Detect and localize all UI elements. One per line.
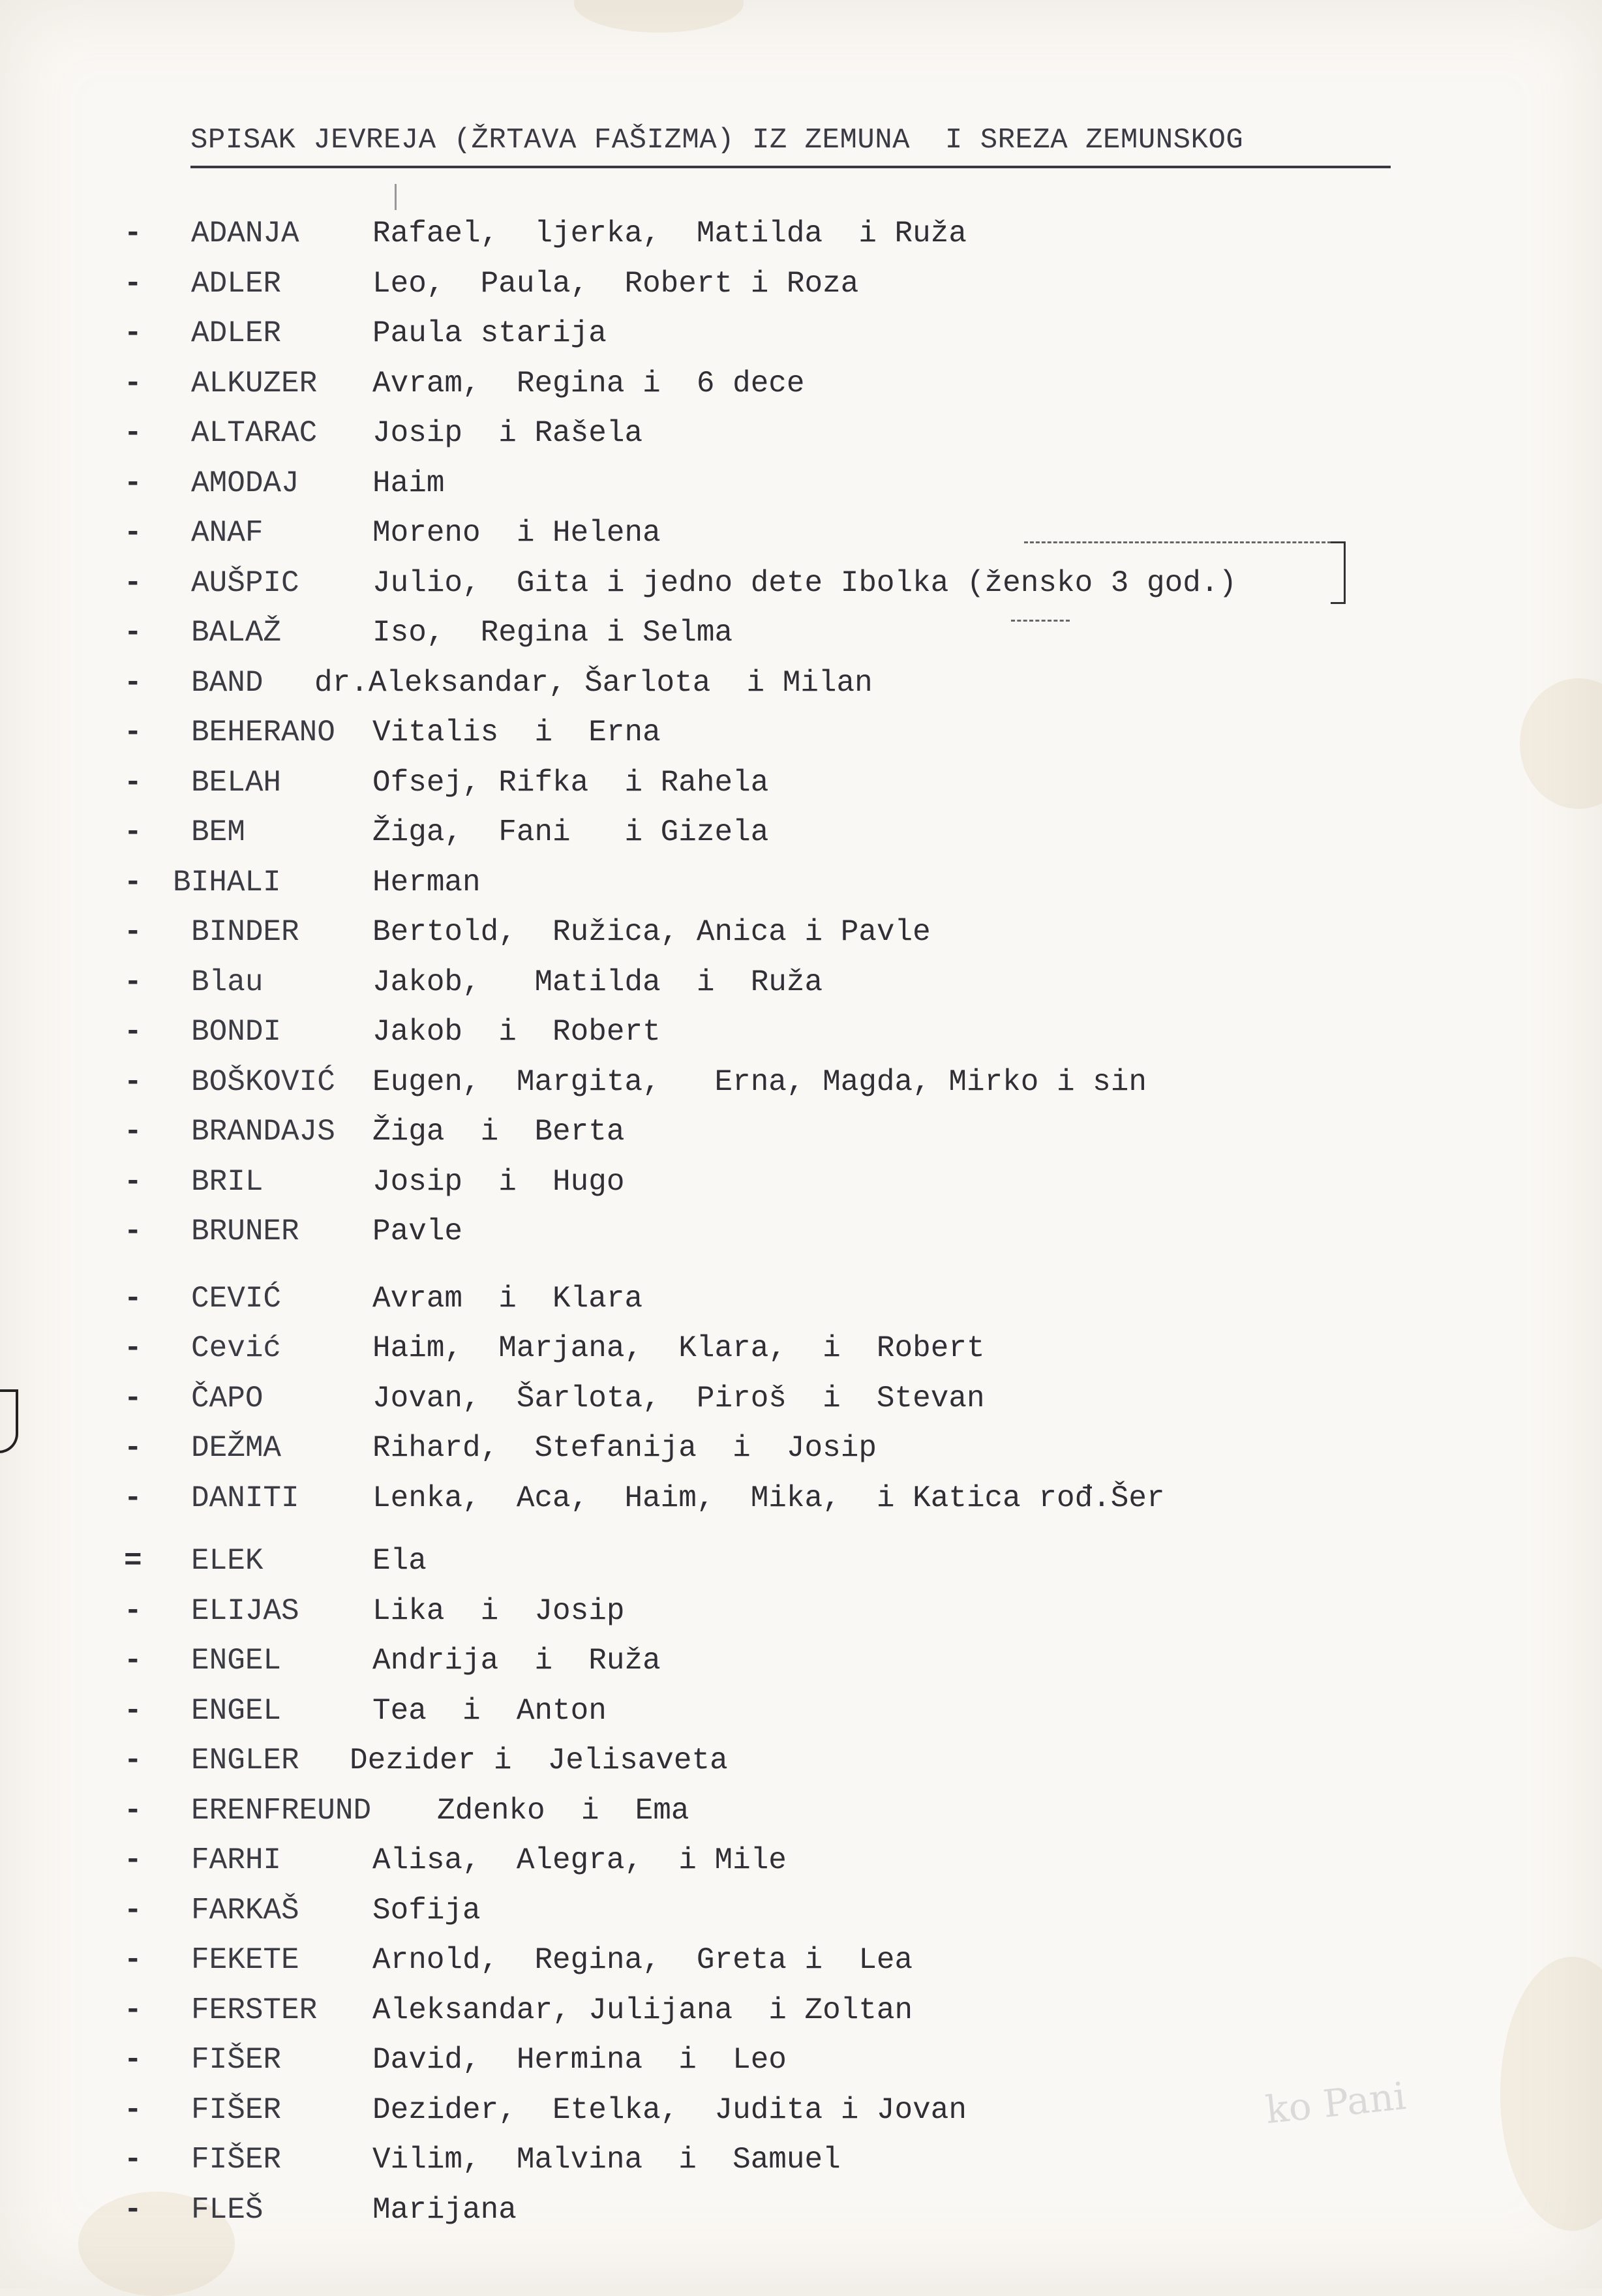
list-item xyxy=(124,2135,1428,2185)
given-names: Andrija i Ruža xyxy=(372,1644,661,1678)
list-item xyxy=(124,259,1428,309)
list-item xyxy=(124,1374,1428,1424)
given-names: Lika i Josip xyxy=(372,1594,625,1628)
given-names: Zdenko i Ema xyxy=(437,1793,689,1828)
list-item xyxy=(124,708,1428,758)
surname: FIŠER xyxy=(191,2143,282,2177)
list-item xyxy=(124,2085,1428,2136)
given-names: Alisa, Alegra, i Mile xyxy=(372,1843,787,1877)
list-item xyxy=(124,1473,1428,1524)
surname: BOŠKOVIĆ xyxy=(191,1065,335,1099)
surname: BRUNER xyxy=(191,1215,299,1248)
given-names: Herman xyxy=(372,865,481,899)
given-names: Jakob i Robert xyxy=(372,1015,661,1049)
surname: ADLER xyxy=(191,266,282,301)
surname: BALAŽ xyxy=(191,616,282,650)
bullet-dash: - xyxy=(124,2043,142,2077)
list-item xyxy=(124,1207,1428,1257)
bullet-dash: - xyxy=(124,1843,142,1877)
list-item xyxy=(124,1586,1428,1637)
bullet-dash: - xyxy=(124,366,142,400)
surname: BEM xyxy=(191,815,245,849)
bullet-dash: - xyxy=(124,665,142,700)
bullet-dash: - xyxy=(124,1281,142,1316)
bullet-dash: - xyxy=(124,765,142,800)
victim-list xyxy=(124,209,1428,2235)
binding-mark xyxy=(0,1389,18,1453)
paper-stain xyxy=(1520,678,1602,809)
bullet-dash: - xyxy=(124,1065,142,1099)
bullet-dash: - xyxy=(124,1331,142,1365)
surname: BINDER xyxy=(191,915,299,949)
bullet-dash: - xyxy=(124,1115,142,1149)
surname: FERSTER xyxy=(191,1993,318,2027)
surname: ADLER xyxy=(191,316,282,350)
list-item xyxy=(124,958,1428,1008)
list-item xyxy=(124,1886,1428,1936)
bullet-dash: - xyxy=(124,2092,142,2127)
surname: FEKETE xyxy=(191,1943,299,1977)
given-names: Haim xyxy=(372,466,445,500)
bullet-dash: - xyxy=(124,865,142,899)
list-item xyxy=(124,2035,1428,2085)
given-names: Josip i Rašela xyxy=(372,416,643,450)
given-names: Dezider i Jelisaveta xyxy=(350,1744,728,1777)
bullet-dash: - xyxy=(124,1481,142,1515)
title-underline xyxy=(190,166,1391,168)
given-names: dr.Aleksandar, Šarlota i Milan xyxy=(314,665,873,700)
surname: ENGEL xyxy=(191,1693,282,1728)
surname: BELAH xyxy=(191,765,282,800)
bullet-dash: - xyxy=(124,466,142,500)
given-names: Marijana xyxy=(372,2192,517,2227)
surname: BONDI xyxy=(191,1015,282,1049)
surname: ANAF xyxy=(191,516,264,550)
bullet-dash: - xyxy=(124,217,142,250)
list-item xyxy=(124,408,1428,459)
bullet-dash: - xyxy=(124,1943,142,1977)
given-names: Haim, Marjana, Klara, i Robert xyxy=(372,1331,985,1365)
bullet-dash: = xyxy=(124,1544,142,1578)
surname: CEVIĆ xyxy=(191,1281,282,1316)
list-item xyxy=(124,1323,1428,1374)
list-item xyxy=(124,1057,1428,1108)
bullet-dash: - xyxy=(124,516,142,550)
list-item xyxy=(124,508,1428,558)
list-item xyxy=(124,658,1428,708)
given-names: Leo, Paula, Robert i Roza xyxy=(372,266,859,301)
bullet-dash: - xyxy=(124,1164,142,1199)
surname: FIŠER xyxy=(191,2043,282,2077)
list-item xyxy=(124,1986,1428,2036)
given-names: Bertold, Ružica, Anica i Pavle xyxy=(372,915,931,949)
given-names: Aleksandar, Julijana i Zoltan xyxy=(372,1993,913,2027)
bullet-dash: - xyxy=(124,1015,142,1049)
bullet-dash: - xyxy=(124,2143,142,2177)
bullet-dash: - xyxy=(124,316,142,350)
surname: ALTARAC xyxy=(191,416,318,450)
given-names: Žiga i Berta xyxy=(372,1115,625,1149)
bullet-dash: - xyxy=(124,716,142,749)
list-item xyxy=(124,1107,1428,1157)
list-item xyxy=(124,907,1428,958)
bullet-dash: - xyxy=(124,1644,142,1678)
given-names: Lenka, Aca, Haim, Mika, i Katica rođ.Šer xyxy=(372,1481,1165,1515)
list-item xyxy=(124,1686,1428,1736)
list-item xyxy=(124,808,1428,858)
section-gap xyxy=(124,1523,1428,1536)
surname: ENGLER xyxy=(191,1744,299,1777)
bullet-dash: - xyxy=(124,1744,142,1777)
bullet-dash: - xyxy=(124,266,142,301)
given-names: Jakob, Matilda i Ruža xyxy=(372,965,823,999)
surname: BRIL xyxy=(191,1164,264,1199)
bullet-dash: - xyxy=(124,1893,142,1927)
bullet-dash: - xyxy=(124,915,142,949)
list-item xyxy=(124,1423,1428,1473)
faint-handwritten-note: ko Pani xyxy=(1263,2073,1408,2133)
surname: AUŠPIC xyxy=(191,566,299,600)
surname: ČAPO xyxy=(191,1381,264,1415)
given-names: Žiga, Fani i Gizela xyxy=(372,815,769,849)
list-item xyxy=(124,558,1428,609)
surname: ELIJAS xyxy=(191,1594,299,1628)
surname: DANITI xyxy=(191,1481,299,1515)
list-item xyxy=(124,858,1428,908)
surname: FIŠER xyxy=(191,2092,282,2127)
surname: ELEK xyxy=(191,1544,264,1578)
pencil-tick xyxy=(395,184,397,210)
bullet-dash: - xyxy=(124,1594,142,1628)
bullet-dash: - xyxy=(124,416,142,450)
list-item xyxy=(124,1786,1428,1836)
bullet-dash: - xyxy=(124,1693,142,1728)
surname: BIHALI xyxy=(173,865,281,899)
paper-stain xyxy=(1500,1957,1602,2231)
given-names: Josip i Hugo xyxy=(372,1164,625,1199)
given-names: Arnold, Regina, Greta i Lea xyxy=(372,1943,913,1977)
given-names: Ofsej, Rifka i Rahela xyxy=(372,765,769,800)
list-item xyxy=(124,1736,1428,1786)
given-names: Ela xyxy=(372,1544,427,1578)
surname: BRANDAJS xyxy=(191,1115,335,1149)
bullet-dash: - xyxy=(124,1431,142,1465)
surname: DEŽMA xyxy=(191,1431,282,1465)
given-names: Avram i Klara xyxy=(372,1281,643,1316)
list-item xyxy=(124,1935,1428,1986)
given-names: Dezider, Etelka, Judita i Jovan xyxy=(372,2092,967,2127)
list-item xyxy=(124,1835,1428,1886)
given-names: Paula starija xyxy=(372,316,607,350)
bullet-dash: - xyxy=(124,616,142,650)
given-names: Julio, Gita i jedno dete Ibolka (žensko 3 god.) xyxy=(372,566,1237,600)
given-names: Vitalis i Erna xyxy=(372,716,661,749)
surname: ALKUZER xyxy=(191,366,318,400)
surname: AMODAJ xyxy=(191,466,299,500)
list-item xyxy=(124,1007,1428,1057)
bullet-dash: - xyxy=(124,1381,142,1415)
list-item xyxy=(124,1536,1428,1586)
surname: FLEŠ xyxy=(191,2192,264,2227)
given-names: Pavle xyxy=(372,1215,463,1248)
given-names: Rafael, ljerka, Matilda i Ruža xyxy=(372,217,967,250)
given-names: Vilim, Malvina i Samuel xyxy=(372,2143,841,2177)
given-names: David, Hermina i Leo xyxy=(372,2043,787,2077)
given-names: Sofija xyxy=(372,1893,481,1927)
given-names: Rihard, Stefanija i Josip xyxy=(372,1431,877,1465)
list-item xyxy=(124,608,1428,658)
surname: ERENFREUND xyxy=(191,1793,372,1828)
bullet-dash: - xyxy=(124,1993,142,2027)
given-names: Jovan, Šarlota, Piroš i Stevan xyxy=(372,1381,985,1415)
bullet-dash: - xyxy=(124,2192,142,2227)
bullet-dash: - xyxy=(124,1215,142,1248)
given-names: Eugen, Margita, Erna, Magda, Mirko i sin xyxy=(372,1065,1147,1099)
list-item xyxy=(124,1274,1428,1324)
list-item xyxy=(124,459,1428,509)
bullet-dash: - xyxy=(124,1793,142,1828)
surname: FARHI xyxy=(191,1843,282,1877)
bullet-dash: - xyxy=(124,965,142,999)
list-item xyxy=(124,2185,1428,2235)
list-item xyxy=(124,309,1428,359)
bullet-dash: - xyxy=(124,815,142,849)
given-names: Iso, Regina i Selma xyxy=(372,616,733,650)
surname: ENGEL xyxy=(191,1644,282,1678)
surname: FARKAŠ xyxy=(191,1893,299,1927)
list-item xyxy=(124,1636,1428,1686)
surname: ADANJA xyxy=(191,217,299,250)
surname: BEHERANO xyxy=(191,716,335,749)
surname: BAND xyxy=(191,665,264,700)
page-title: SPISAK JEVREJA (ŽRTAVA FAŠIZMA) IZ ZEMUNA I SREZA ZEMUNSKOG xyxy=(190,124,1244,157)
surname: Cević xyxy=(191,1331,282,1365)
given-names: Moreno i Helena xyxy=(372,516,661,550)
list-item xyxy=(124,758,1428,808)
list-item xyxy=(124,359,1428,409)
given-names: Tea i Anton xyxy=(372,1693,607,1728)
section-gap xyxy=(124,1257,1428,1274)
list-item xyxy=(124,209,1428,259)
bullet-dash: - xyxy=(124,566,142,600)
given-names: Avram, Regina i 6 dece xyxy=(372,366,805,400)
surname: Blau xyxy=(191,965,264,999)
list-item xyxy=(124,1157,1428,1207)
paper-stain xyxy=(574,0,744,33)
